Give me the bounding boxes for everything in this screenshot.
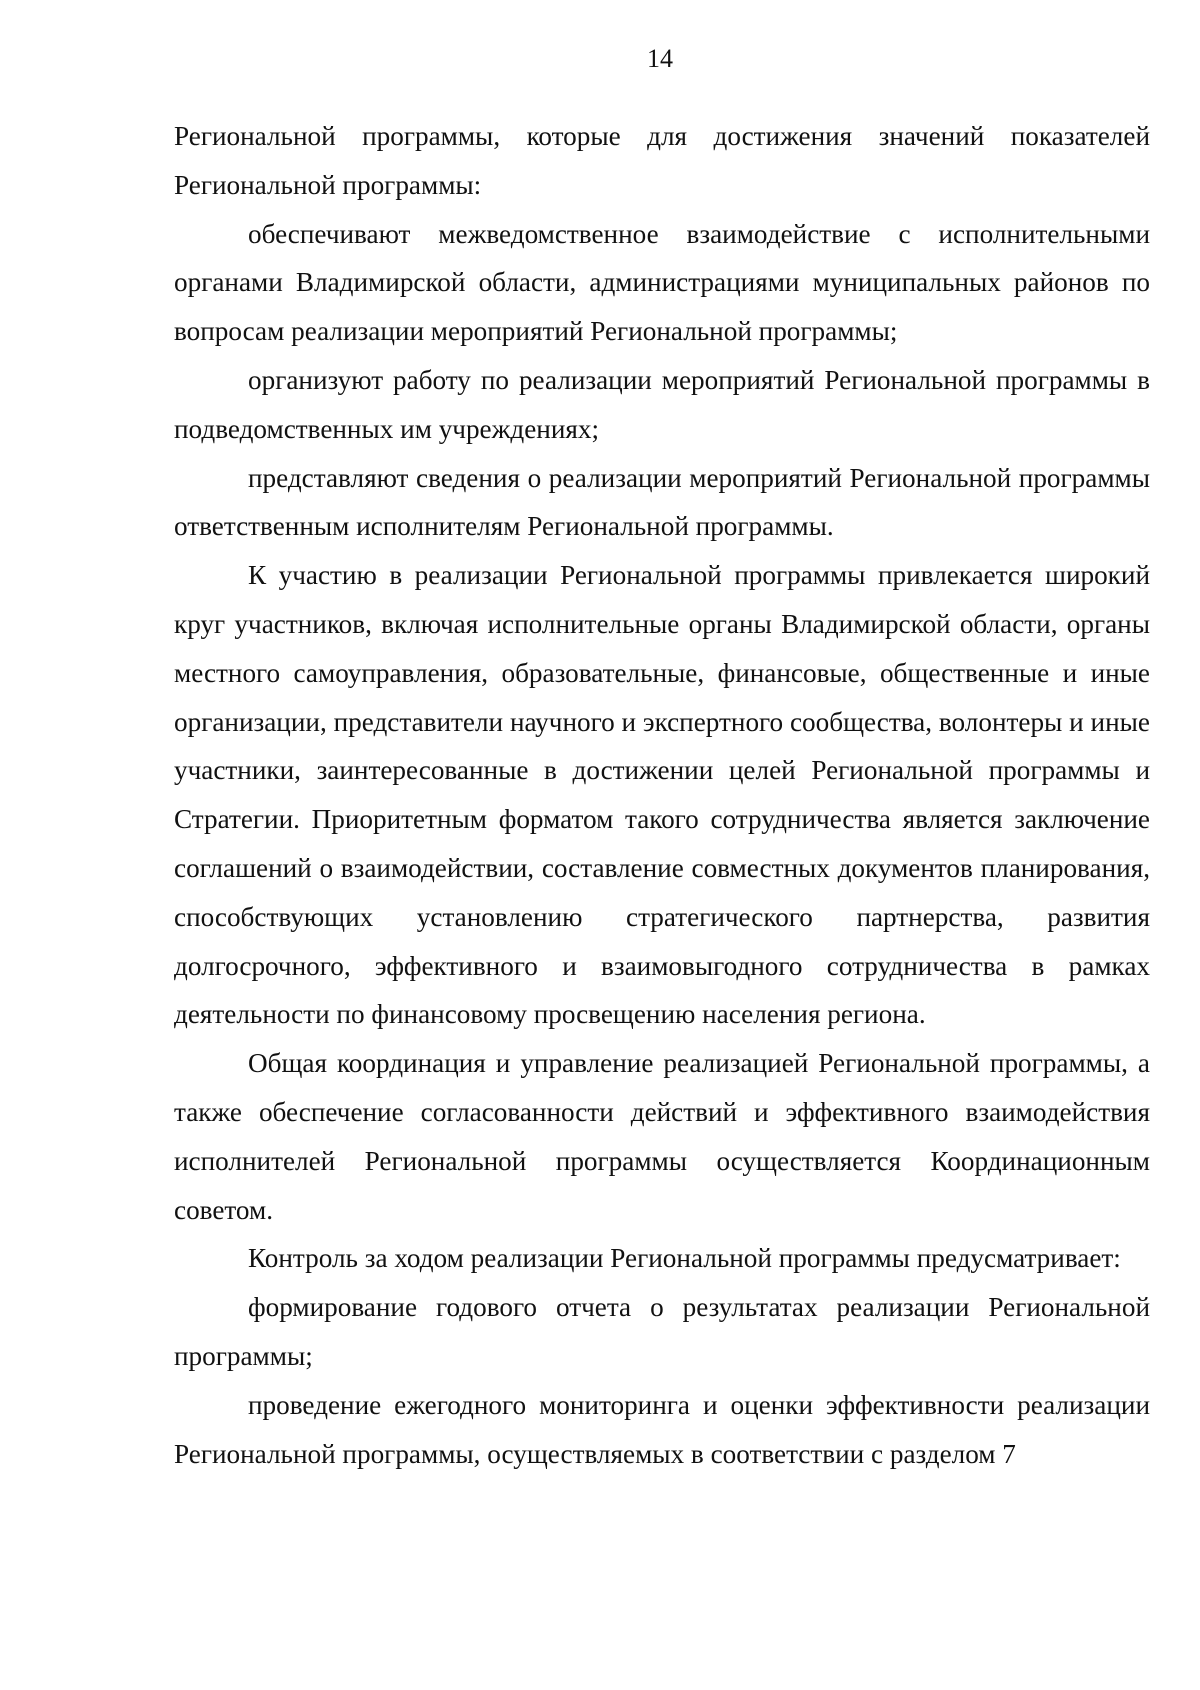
document-body — [174, 112, 1150, 1478]
paragraph-8: формирование годового отчета о результатах реализации Региональной программы; — [174, 1292, 1150, 1371]
paragraph-2: обеспечивают межведомственное взаимодействие с исполнительными органами Владимирской области, администрациями муниципальных районов по вопросам реализации мероприятий Региональной программы; — [174, 218, 1150, 347]
paragraph-6: Общая координация и управление реализацией Региональной программы, а также обеспечение согласованности действий и эффективного взаимодействия исполнителей Региональной программы осуществляется Координационным советом. — [174, 1048, 1150, 1225]
paragraph-3: организуют работу по реализации мероприятий Региональной программы в подведомственных им учреждениях; — [174, 364, 1150, 444]
paragraph-1: Региональной программы, которые для достижения значений показателей Региональной программы: — [174, 121, 1150, 200]
page-number: 14 — [647, 44, 673, 73]
paragraph-7: Контроль за ходом реализации Региональной программы предусматривает: — [248, 1243, 1121, 1274]
paragraph-9: проведение ежегодного мониторинга и оценки эффективности реализации Региональной программы, осуществляемых в соответствии с разделом 7 — [174, 1389, 1150, 1469]
paragraph-5: К участию в реализации Региональной программы привлекается широкий круг участников, включая исполнительные органы Владимирской области, органы местного самоуправления, образовательные, финансовые, общественные и иные организации, представители научного и экспертного сообщества, волонтеры и иные участники, заинтересованные в достижении целей Региональной программы и Стратегии. Приоритетным форматом такого сотрудничества является заключение соглашений о взаимодействии, составление совместных документов планирования, способствующих установлению стратегического партнерства, развития долгосрочного, эффективного и взаимовыгодного сотрудничества в рамках деятельности по финансовому просвещению населения региона. — [174, 560, 1150, 1030]
paragraph-4: представляют сведения о реализации мероприятий Региональной программы ответственным исполнителям Региональной программы. — [174, 462, 1150, 542]
